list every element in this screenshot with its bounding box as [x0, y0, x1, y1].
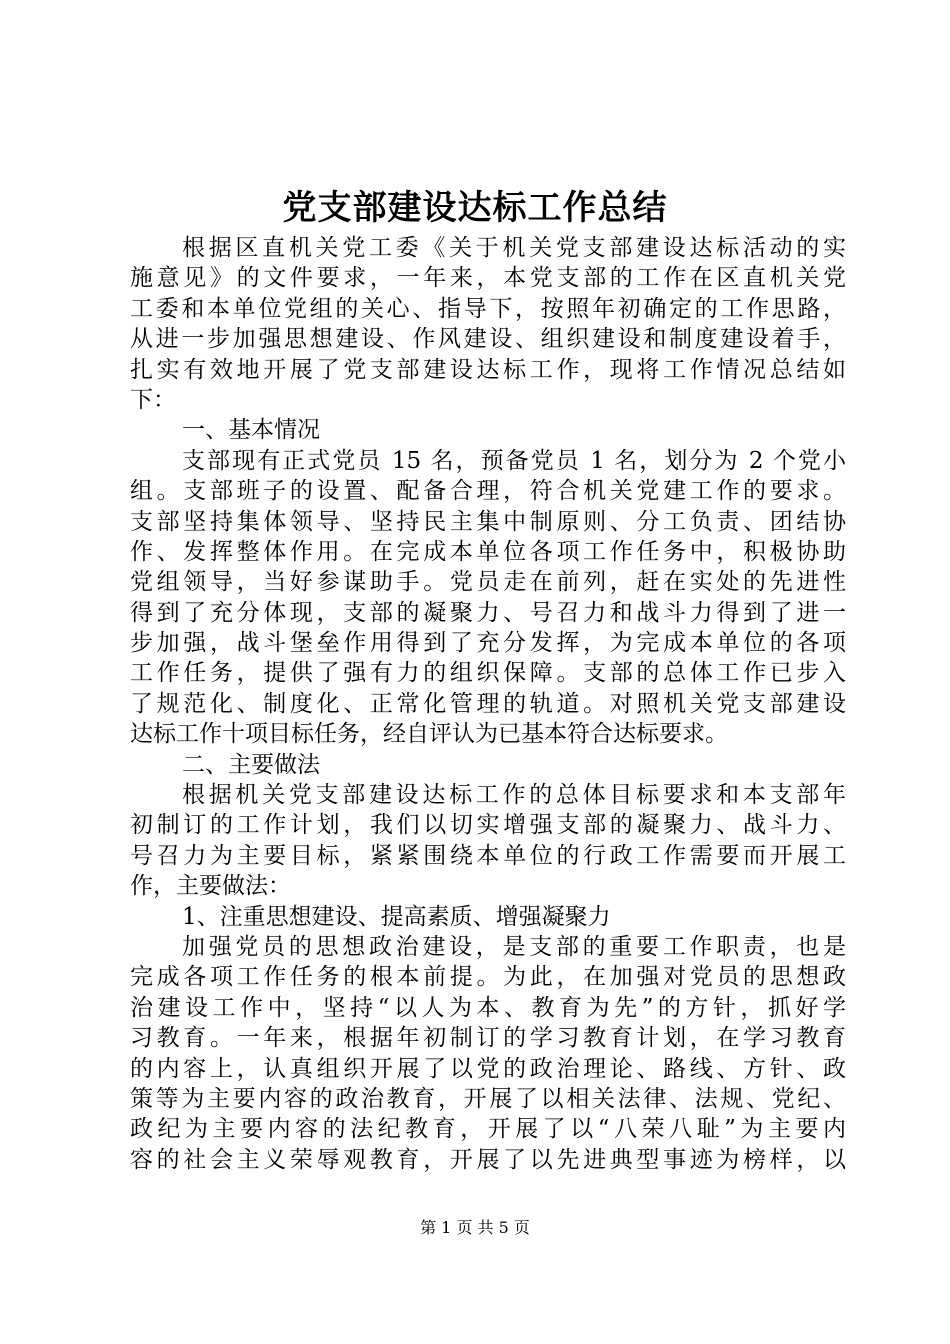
page-number-footer: 第 1 页 共 5 页: [420, 1218, 530, 1237]
body-line: 施意见》的文件要求，一年来，本党支部的工作在区直机关党: [130, 265, 846, 292]
body-line: 治建设工作中，坚持“以人为本、教育为先”的方针，抓好学: [130, 994, 846, 1021]
body-line: 加强党员的思想政治建设，是支部的重要工作职责，也是: [182, 933, 846, 960]
body-line: 初制订的工作计划，我们以切实增强支部的凝聚力、战斗力、: [130, 812, 846, 839]
body-line: 号召力为主要目标，紧紧围绕本单位的行政工作需要而开展工: [130, 842, 846, 869]
body-line: 习教育。一年来，根据年初制订的学习教育计划，在学习教育: [130, 1025, 846, 1052]
body-line: 作、发挥整体作用。在完成本单位各项工作任务中，积极协助: [130, 538, 846, 565]
body-line: 工作任务，提供了强有力的组织保障。支部的总体工作已步入: [130, 660, 846, 687]
body-line: 工委和本单位党组的关心、指导下，按照年初确定的工作思路，: [130, 295, 846, 322]
body-line: 作，主要做法：: [130, 873, 291, 900]
body-line: 了规范化、制度化、正常化管理的轨道。对照机关党支部建设: [130, 690, 846, 717]
body-line: 扎实有效地开展了党支部建设达标工作，现将工作情况总结如: [130, 356, 846, 383]
body-line: 的内容上，认真组织开展了以党的政治理论、路线、方针、政: [130, 1055, 846, 1082]
document-body: [130, 233, 846, 1175]
section-heading: 二、主要做法: [182, 751, 320, 778]
body-line: 策等为主要内容的政治教育，开展了以相关法律、法规、党纪、: [130, 1085, 846, 1112]
body-line: 得到了充分体现，支部的凝聚力、号召力和战斗力得到了进一: [130, 599, 846, 626]
body-line: 支部现有正式党员 15 名，预备党员 1 名，划分为 2 个党小: [182, 447, 846, 474]
document-title: 党支部建设达标工作总结: [282, 188, 668, 228]
body-line: 容的社会主义荣辱观教育，开展了以先进典型事迹为榜样，以: [130, 1146, 846, 1173]
body-line: 达标工作十项目标任务，经自评认为已基本符合达标要求。: [130, 721, 728, 748]
body-line: 下：: [130, 386, 176, 413]
body-line: 组。支部班子的设置、配备合理，符合机关党建工作的要求。: [130, 478, 846, 505]
body-line: 从进一步加强思想建设、作风建设、组织建设和制度建设着手，: [130, 326, 846, 353]
body-line: 根据区直机关党工委《关于机关党支部建设达标活动的实: [182, 235, 846, 261]
body-line: 完成各项工作任务的根本前提。为此，在加强对党员的思想政: [130, 964, 846, 991]
body-line: 政纪为主要内容的法纪教育，开展了以“八荣八耻”为主要内: [130, 1116, 846, 1143]
body-line: 党组领导，当好参谋助手。党员走在前列，赶在实处的先进性: [130, 569, 846, 596]
section-heading: 一、基本情况: [182, 417, 320, 444]
body-line: 步加强，战斗堡垒作用得到了充分发挥，为完成本单位的各项: [130, 630, 846, 657]
body-line: 支部坚持集体领导、坚持民主集中制原则、分工负责、团结协: [130, 508, 846, 535]
body-line: 根据机关党支部建设达标工作的总体目标要求和本支部年: [182, 782, 846, 809]
subsection-heading: 1、注重思想建设、提高素质、增强凝聚力: [182, 903, 611, 930]
